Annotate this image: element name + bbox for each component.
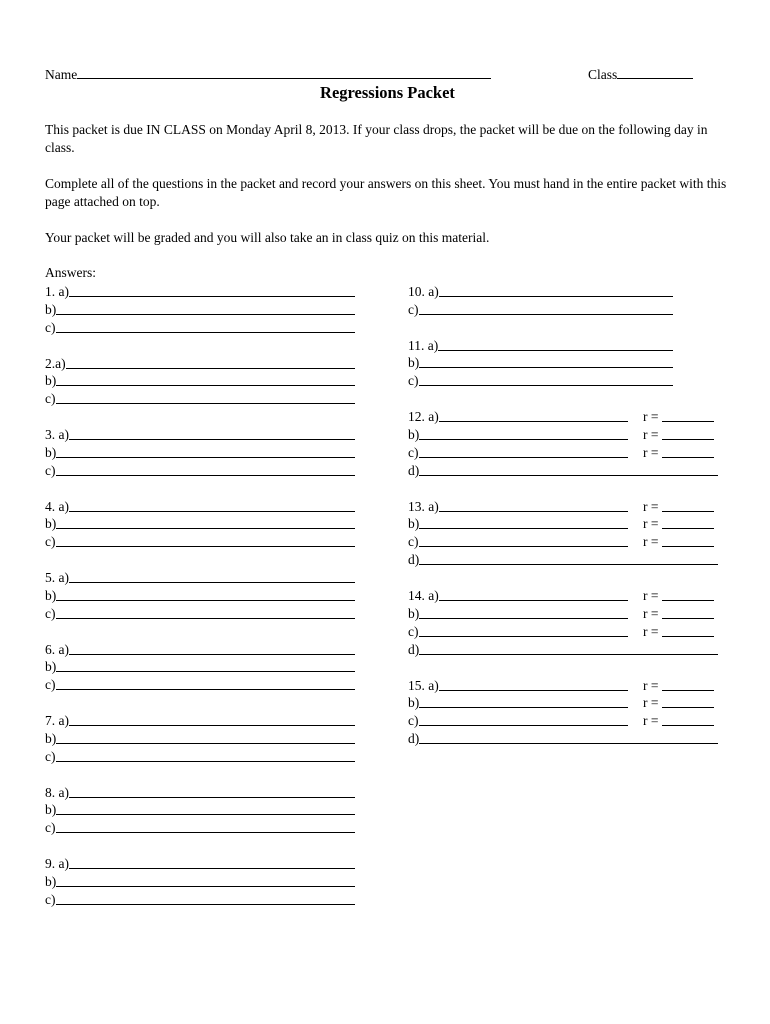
r-label: r =: [643, 677, 662, 693]
r-value-blank[interactable]: [662, 420, 714, 422]
answer-part-label: [408, 302, 419, 318]
answer-row-7-0: [45, 711, 355, 729]
answer-row-15-0: [408, 676, 662, 694]
question-number: 11.: [408, 337, 425, 353]
r-label: r =: [643, 409, 662, 424]
answer-blank[interactable]: [56, 402, 355, 404]
answer-blank[interactable]: [419, 724, 628, 726]
part-letter: a): [427, 337, 439, 353]
answer-blank[interactable]: [56, 903, 355, 905]
part-letter: c): [408, 623, 419, 639]
answer-row-13-2: [408, 532, 662, 550]
answer-blank[interactable]: [56, 831, 355, 833]
answer-part-label: [45, 802, 56, 818]
answer-part-label: [45, 785, 69, 801]
answer-row-13-0: [408, 497, 662, 515]
question-number: 6.: [45, 641, 56, 657]
answer-row-15-2: [408, 711, 662, 729]
answer-part-label: [408, 534, 419, 550]
r-label: r =: [643, 588, 662, 603]
answer-row-10-0: [408, 282, 673, 300]
part-letter: a): [58, 284, 69, 299]
answer-row-12-1: [408, 425, 662, 443]
part-letter: c): [408, 301, 419, 317]
answer-part-label: [408, 516, 419, 532]
r-value-field[interactable]: [643, 427, 714, 443]
part-letter: c): [408, 444, 419, 460]
answer-part-label: [408, 463, 419, 479]
answer-blank[interactable]: [419, 384, 673, 386]
answer-part-label: [408, 588, 439, 604]
answer-blank[interactable]: [419, 635, 628, 637]
r-value-blank[interactable]: [662, 599, 714, 601]
part-letter: c): [45, 605, 56, 621]
r-value-blank[interactable]: [662, 724, 714, 726]
class-blank[interactable]: [617, 66, 693, 79]
answer-part-label: [408, 427, 419, 443]
answer-part-label: [408, 713, 419, 729]
answer-blank[interactable]: [56, 617, 355, 619]
part-letter: c): [45, 391, 56, 407]
instruction-graded: Your packet will be graded and you will also take an in class quiz on this material.: [45, 230, 490, 245]
part-letter: a): [58, 570, 69, 585]
r-value-blank[interactable]: [662, 456, 714, 458]
question-number: 3.: [45, 427, 56, 442]
question-number: 9.: [45, 856, 56, 871]
answer-part-label: [45, 302, 56, 318]
answer-blank[interactable]: [56, 599, 355, 601]
part-letter: b): [408, 695, 420, 711]
part-letter: c): [45, 534, 56, 550]
answer-blank[interactable]: [439, 599, 628, 601]
answer-part-label: [408, 284, 439, 300]
answer-part-label: [45, 320, 56, 336]
answer-blank[interactable]: [419, 438, 628, 440]
answer-part-label: [45, 499, 69, 515]
answer-row-2-1: [45, 371, 355, 389]
part-letter: a): [428, 498, 439, 514]
r-label: r =: [643, 444, 662, 460]
question-number: 13.: [408, 498, 425, 514]
answer-row-11-1: [408, 353, 673, 371]
part-letter: b): [45, 444, 57, 460]
r-value-blank[interactable]: [662, 527, 714, 529]
answer-part-label: [408, 338, 438, 354]
answer-row-1-0: [45, 282, 355, 300]
answers-heading: Answers:: [45, 265, 96, 280]
part-letter: a): [55, 355, 66, 371]
answer-blank[interactable]: [439, 420, 628, 422]
answer-part-label: [408, 445, 419, 461]
answer-row-14-2: [408, 622, 662, 640]
answer-part-label: [408, 409, 439, 425]
part-letter: b): [408, 516, 420, 532]
question-number: 8.: [45, 784, 56, 800]
answer-row-9-0: [45, 854, 355, 872]
answer-part-label: [408, 499, 439, 515]
answer-part-label: [45, 659, 56, 675]
answer-part-label: [45, 820, 56, 836]
answer-blank[interactable]: [56, 813, 355, 815]
answer-row-4-2: [45, 532, 355, 550]
page-title: Regressions Packet: [320, 83, 455, 102]
answer-row-10-1: [408, 300, 673, 318]
answer-row-15-1: [408, 693, 662, 711]
answer-part-label: [408, 355, 419, 371]
answer-part-label: [45, 391, 56, 407]
answer-blank[interactable]: [56, 313, 355, 315]
r-value-blank[interactable]: [662, 545, 714, 547]
answer-blank[interactable]: [56, 545, 355, 547]
answer-row-12-2: [408, 443, 662, 461]
answer-row-4-1: [45, 514, 355, 532]
part-letter: d): [408, 462, 420, 478]
answer-part-label: [408, 373, 419, 389]
answer-part-label: [45, 373, 56, 389]
answer-blank[interactable]: [419, 653, 718, 655]
question-number: 10.: [408, 284, 425, 299]
r-value-field[interactable]: [643, 678, 714, 694]
answer-row-7-1: [45, 729, 355, 747]
part-letter: b): [45, 587, 57, 603]
answer-blank[interactable]: [419, 617, 628, 619]
answer-row-12-3: [408, 461, 718, 479]
answer-row-3-2: [45, 461, 355, 479]
part-letter: b): [45, 802, 57, 818]
class-label: Class: [588, 67, 618, 82]
answer-part-label: [45, 677, 56, 693]
part-letter: c): [45, 820, 56, 836]
answer-part-label: [45, 713, 69, 729]
name-label: Name: [45, 67, 78, 82]
part-letter: b): [45, 730, 57, 746]
answer-row-14-1: [408, 604, 662, 622]
part-letter: a): [58, 427, 69, 442]
r-value-field[interactable]: [643, 534, 714, 550]
r-value-field[interactable]: [643, 445, 714, 461]
answer-part-label: [408, 642, 419, 658]
answer-blank[interactable]: [69, 653, 355, 655]
r-label: r =: [643, 695, 662, 711]
answer-part-label: [408, 678, 439, 694]
part-letter: a): [428, 284, 439, 299]
part-letter: c): [408, 534, 419, 550]
answer-row-2-0: [45, 354, 355, 372]
part-letter: b): [408, 426, 420, 442]
instruction-complete: Complete all of the questions in the packet and record your answers on this sheet. You must hand in the entire packet with this page attached on top.: [45, 176, 727, 209]
answer-blank[interactable]: [56, 670, 355, 672]
answer-row-8-1: [45, 800, 355, 818]
answer-row-6-2: [45, 675, 355, 693]
question-number: 15.: [408, 677, 425, 693]
answer-part-label: [45, 445, 56, 461]
answer-blank[interactable]: [439, 510, 628, 512]
answer-row-5-1: [45, 586, 355, 604]
part-letter: a): [58, 498, 69, 514]
r-value-field[interactable]: [643, 606, 714, 622]
r-value-blank[interactable]: [662, 635, 714, 637]
question-number: 12.: [408, 409, 425, 424]
answer-row-12-0: [408, 407, 662, 425]
answer-part-label: [45, 570, 69, 586]
answer-blank[interactable]: [419, 527, 628, 529]
question-number: 5.: [45, 570, 56, 585]
r-value-field[interactable]: [643, 499, 714, 515]
answer-blank[interactable]: [69, 438, 355, 440]
answer-row-5-0: [45, 568, 355, 586]
answer-part-label: [45, 588, 56, 604]
r-value-field[interactable]: [643, 588, 714, 604]
answer-part-label: [408, 624, 419, 640]
answer-row-4-0: [45, 497, 355, 515]
question-number: 2.: [45, 355, 56, 371]
answer-row-5-2: [45, 604, 355, 622]
part-letter: d): [408, 731, 420, 747]
answer-blank[interactable]: [56, 456, 355, 458]
part-letter: c): [45, 462, 56, 478]
r-value-field[interactable]: [643, 713, 714, 729]
answer-part-label: [45, 874, 56, 890]
answer-blank[interactable]: [56, 760, 355, 762]
answer-row-3-0: [45, 425, 355, 443]
answer-row-1-2: [45, 318, 355, 336]
r-value-blank[interactable]: [662, 617, 714, 619]
r-label: r =: [643, 623, 662, 639]
r-value-blank[interactable]: [662, 706, 714, 708]
part-letter: a): [428, 409, 439, 424]
answer-row-3-1: [45, 443, 355, 461]
answer-blank[interactable]: [419, 706, 628, 708]
instruction-due-date: This packet is due IN CLASS on Monday April 8, 2013. If your class drops, the packet will be due on the following day in class.: [45, 122, 708, 155]
r-label: r =: [643, 713, 662, 729]
question-number: 7.: [45, 713, 56, 728]
answer-blank[interactable]: [419, 545, 628, 547]
r-label: r =: [643, 498, 662, 514]
answer-row-9-2: [45, 890, 355, 908]
r-value-blank[interactable]: [662, 689, 714, 691]
answer-row-14-3: [408, 640, 718, 658]
name-field[interactable]: [45, 66, 491, 83]
answer-row-6-0: [45, 640, 355, 658]
answer-row-2-2: [45, 389, 355, 407]
answer-blank[interactable]: [69, 510, 355, 512]
answer-row-13-1: [408, 514, 662, 532]
part-letter: b): [408, 355, 420, 371]
answer-part-label: [408, 606, 419, 622]
part-letter: a): [58, 713, 69, 728]
part-letter: c): [45, 891, 56, 907]
part-letter: d): [408, 552, 420, 568]
answer-blank[interactable]: [56, 742, 355, 744]
part-letter: c): [45, 677, 56, 693]
question-number: 1.: [45, 284, 56, 299]
r-label: r =: [643, 426, 662, 442]
answer-blank[interactable]: [69, 295, 355, 297]
answer-blank[interactable]: [439, 689, 628, 691]
part-letter: c): [408, 713, 419, 729]
answer-blank[interactable]: [69, 724, 355, 726]
answer-row-6-1: [45, 657, 355, 675]
answer-part-label: [45, 356, 66, 372]
answer-blank[interactable]: [439, 295, 673, 297]
answer-blank[interactable]: [56, 885, 355, 887]
answer-blank[interactable]: [56, 688, 355, 690]
answer-blank[interactable]: [69, 867, 355, 869]
answer-part-label: [408, 552, 419, 568]
answer-blank[interactable]: [56, 384, 355, 386]
answer-row-11-2: [408, 371, 673, 389]
r-value-field[interactable]: [643, 624, 714, 640]
r-label: r =: [643, 534, 662, 550]
answer-part-label: [45, 642, 69, 658]
answer-row-1-1: [45, 300, 355, 318]
answer-part-label: [45, 284, 69, 300]
question-number: 14.: [408, 588, 425, 603]
r-value-field[interactable]: [643, 695, 714, 711]
question-number: 4.: [45, 498, 56, 514]
answer-blank[interactable]: [419, 474, 718, 476]
class-field[interactable]: [588, 66, 693, 83]
part-letter: b): [45, 873, 57, 889]
answer-part-label: [45, 731, 56, 747]
r-value-field[interactable]: [643, 409, 714, 425]
part-letter: c): [45, 748, 56, 764]
answer-part-label: [45, 463, 56, 479]
part-letter: a): [58, 856, 69, 871]
answer-row-11-0: [408, 336, 673, 354]
part-letter: b): [45, 516, 57, 532]
r-label: r =: [643, 605, 662, 621]
answer-part-label: [45, 427, 69, 443]
part-letter: b): [45, 301, 57, 317]
answer-part-label: [45, 606, 56, 622]
answer-blank[interactable]: [69, 796, 355, 798]
answer-blank[interactable]: [56, 331, 355, 333]
answer-blank[interactable]: [419, 366, 673, 368]
part-letter: a): [58, 641, 69, 657]
answer-blank[interactable]: [56, 527, 355, 529]
part-letter: d): [408, 641, 420, 657]
answer-part-label: [45, 749, 56, 765]
part-letter: b): [45, 659, 57, 675]
part-letter: c): [45, 319, 56, 335]
answer-blank[interactable]: [66, 367, 355, 369]
part-letter: a): [58, 784, 69, 800]
answer-blank[interactable]: [419, 563, 718, 565]
part-letter: b): [408, 605, 420, 621]
answer-row-8-0: [45, 783, 355, 801]
part-letter: a): [428, 677, 439, 693]
answer-row-7-2: [45, 747, 355, 765]
answer-part-label: [45, 534, 56, 550]
r-value-blank[interactable]: [662, 438, 714, 440]
name-blank[interactable]: [77, 66, 491, 79]
answer-row-15-3: [408, 729, 718, 747]
answer-blank[interactable]: [419, 742, 718, 744]
part-letter: a): [428, 588, 439, 603]
answer-part-label: [45, 892, 56, 908]
answer-blank[interactable]: [69, 581, 355, 583]
answer-blank[interactable]: [56, 474, 355, 476]
answer-part-label: [408, 695, 419, 711]
answer-part-label: [408, 731, 419, 747]
answer-blank[interactable]: [438, 349, 673, 351]
r-label: r =: [643, 516, 662, 532]
answer-blank[interactable]: [419, 456, 628, 458]
answer-row-14-0: [408, 586, 662, 604]
answer-part-label: [45, 856, 69, 872]
answer-row-8-2: [45, 818, 355, 836]
answer-row-13-3: [408, 550, 718, 568]
answer-blank[interactable]: [419, 313, 673, 315]
part-letter: c): [408, 373, 419, 389]
r-value-blank[interactable]: [662, 510, 714, 512]
r-value-field[interactable]: [643, 516, 714, 532]
answer-part-label: [45, 516, 56, 532]
part-letter: b): [45, 373, 57, 389]
answer-row-9-1: [45, 872, 355, 890]
